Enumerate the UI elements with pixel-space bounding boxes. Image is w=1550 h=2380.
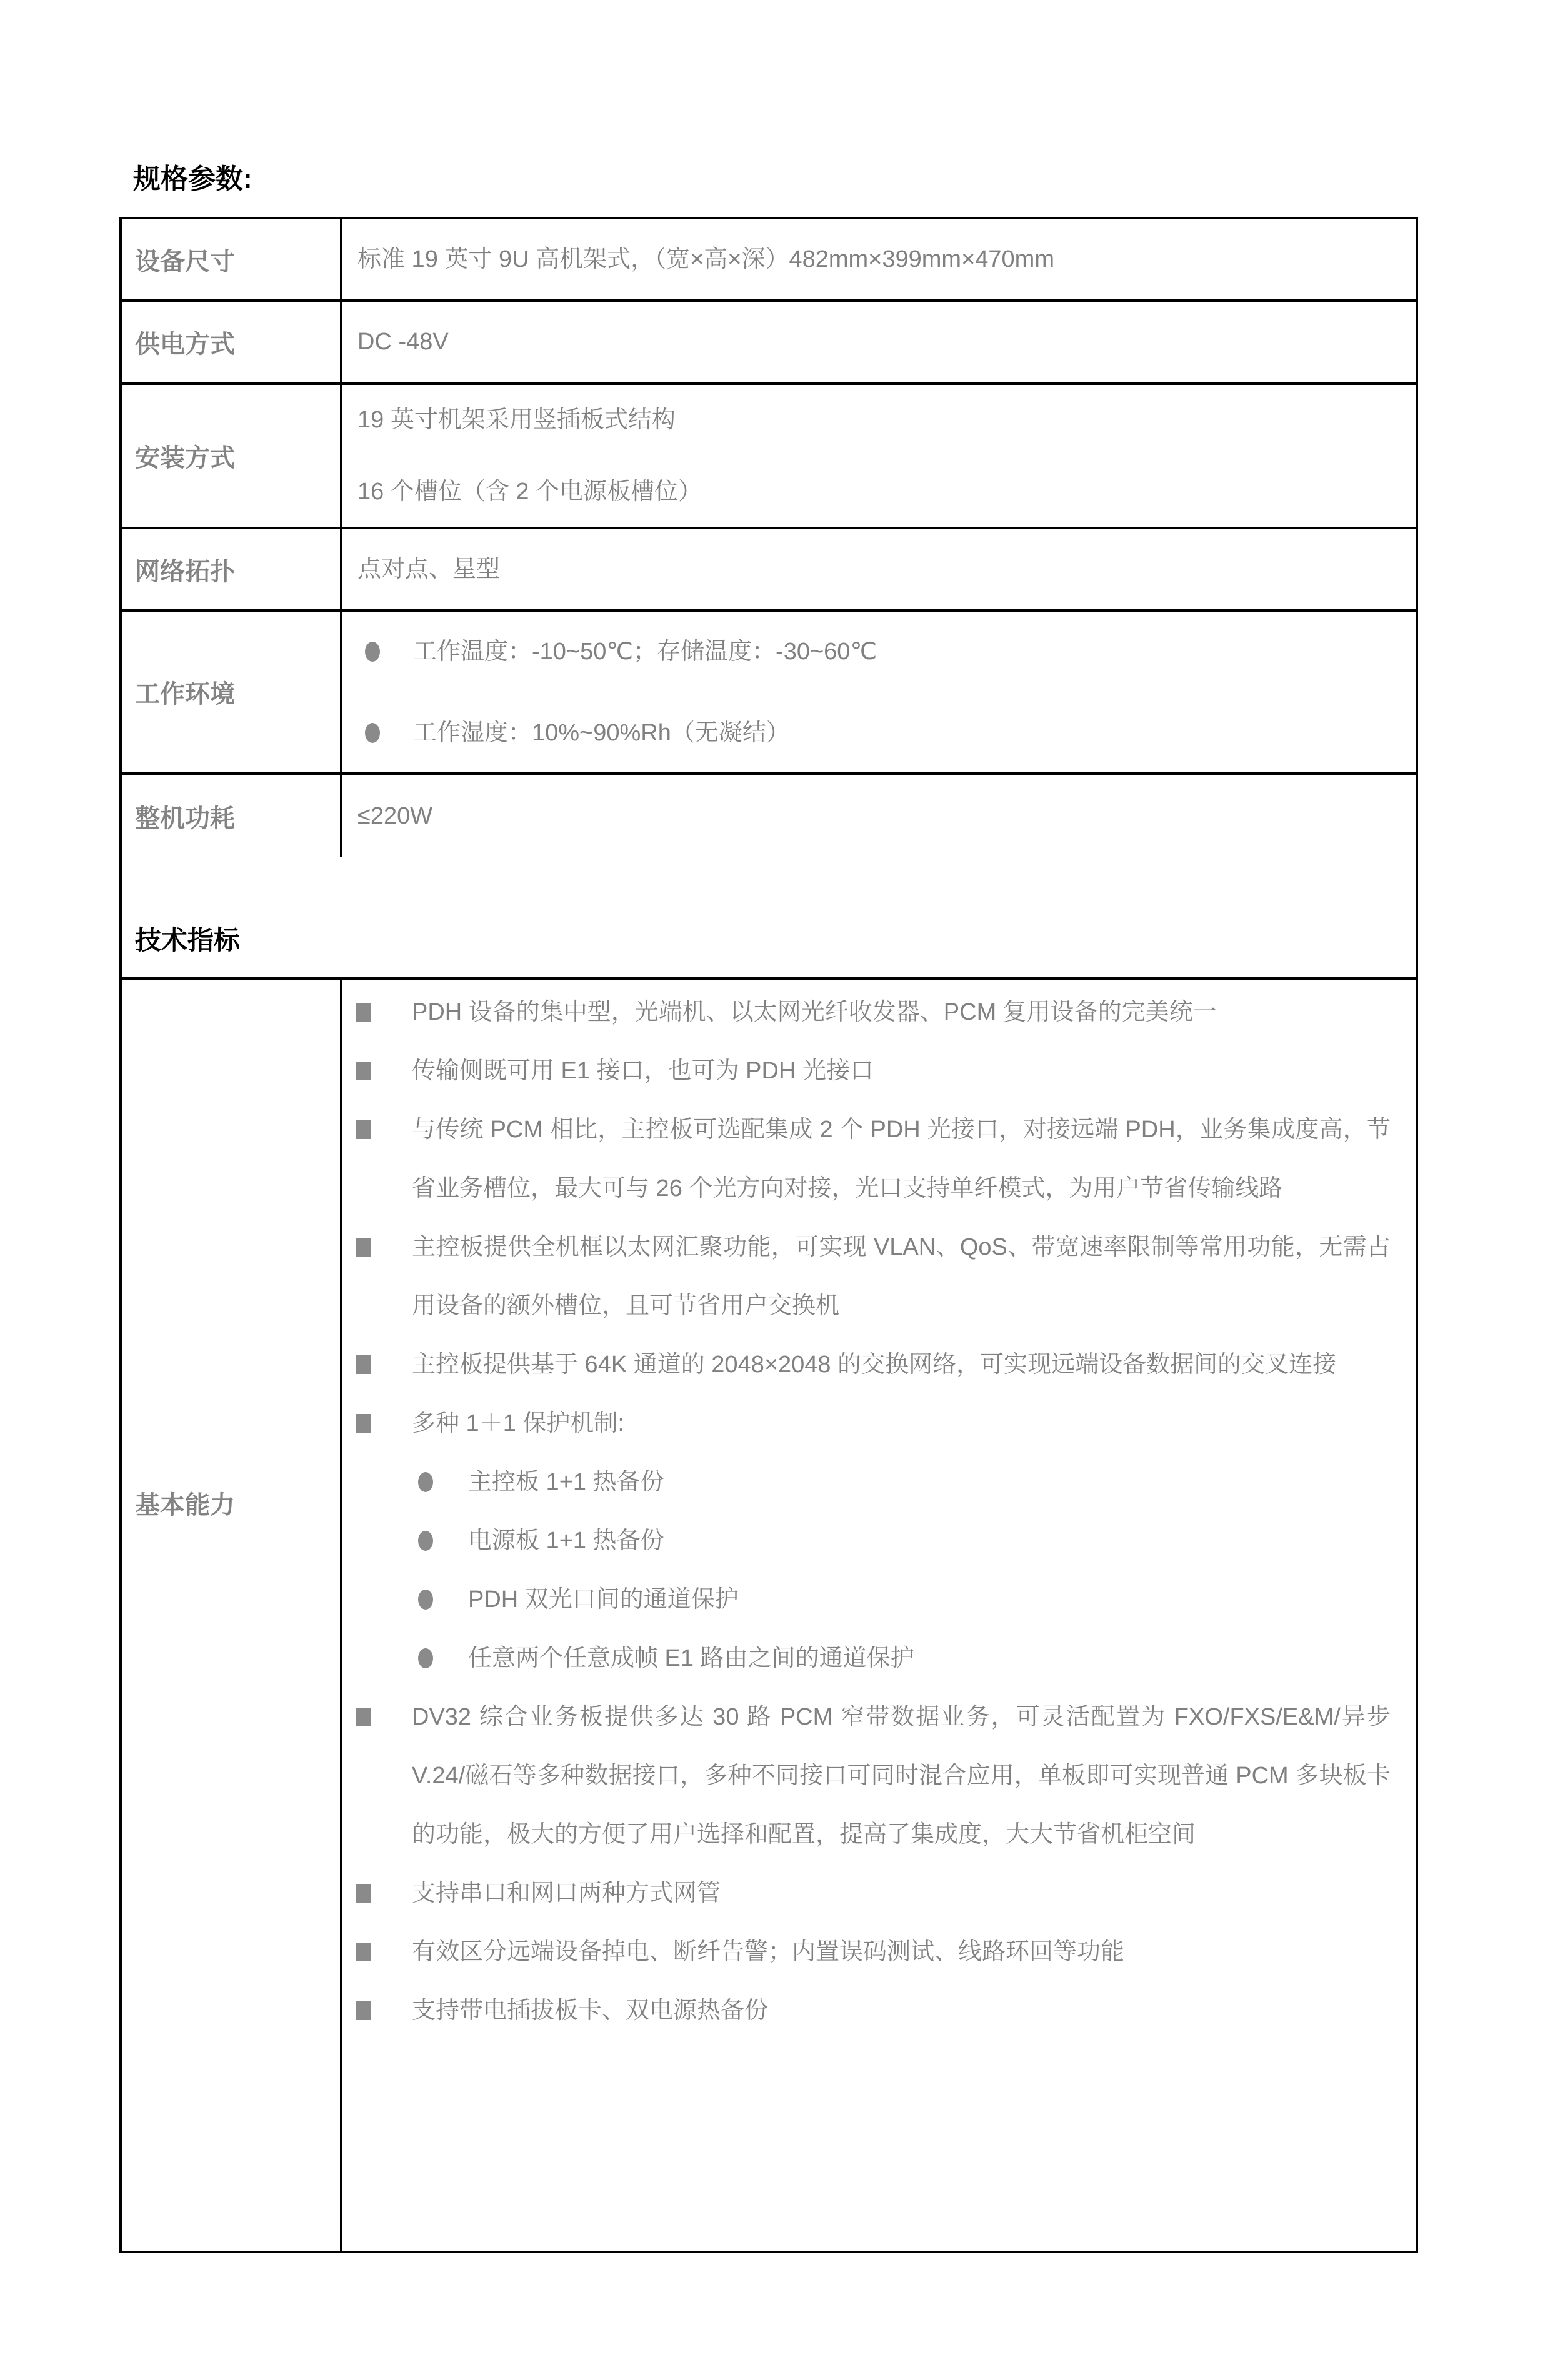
square-bullet-icon xyxy=(356,1414,371,1433)
row-label: 设备尺寸 xyxy=(135,247,235,276)
row-label-cell xyxy=(122,612,342,772)
square-bullet-icon xyxy=(356,2001,371,2020)
spec-table xyxy=(119,217,1418,2253)
capability-content xyxy=(342,980,1416,2251)
bullet-line xyxy=(358,611,1391,692)
row-value-cell xyxy=(342,775,1416,857)
capability-item-text: 主控板提供基于 64K 通道的 2048×2048 的交换网络，可实现远端设备数据间的交叉连接 xyxy=(412,1352,1337,1378)
square-bullet-icon xyxy=(356,1120,371,1139)
round-bullet-icon xyxy=(418,1472,433,1492)
row-value: 标准 19 英寸 9U 高机架式，（宽×高×深）482mm×399mm×470mm xyxy=(358,246,1054,272)
spec-table-rows xyxy=(122,219,1416,857)
row-value-line: 19 英寸机架采用竖插板式结构 xyxy=(358,406,676,433)
round-bullet-icon xyxy=(365,642,380,662)
capability-item xyxy=(356,1218,1391,1335)
capability-item xyxy=(356,1981,1391,2040)
capability-subitem xyxy=(418,1511,1391,1570)
capability-item-text: 传输侧既可用 E1 接口，也可为 PDH 光接口 xyxy=(412,1058,874,1084)
capability-subitem xyxy=(418,1629,1391,1688)
row-label-cell xyxy=(122,219,342,299)
capability-item xyxy=(356,1688,1391,1864)
table-row xyxy=(122,612,1416,775)
row-value: DC -48V xyxy=(358,329,449,355)
table-row xyxy=(122,302,1416,385)
capability-subitem-text: 任意两个任意成帧 E1 路由之间的通道保护 xyxy=(468,1645,914,1671)
capability-item-text: 有效区分远端设备掉电、断纤告警；内置误码测试、线路环回等功能 xyxy=(412,1939,1125,1965)
square-bullet-icon xyxy=(356,1238,371,1257)
capability-item-text: 支持串口和网口两种方式网管 xyxy=(412,1880,721,1906)
row-label: 供电方式 xyxy=(135,331,235,358)
round-bullet-icon xyxy=(418,1531,433,1551)
capability-label: 基本能力 xyxy=(135,1491,235,1519)
row-value-cell xyxy=(342,612,1416,772)
capability-subitem xyxy=(418,1570,1391,1629)
row-value-cell xyxy=(342,529,1416,609)
row-value-cell xyxy=(342,302,1416,382)
row-label-cell xyxy=(122,775,342,857)
capability-item-text: PDH 设备的集中型，光端机、以太网光纤收发器、PCM 复用设备的完美统一 xyxy=(412,999,1217,1025)
row-label-cell xyxy=(122,302,342,382)
capability-item xyxy=(356,1394,1391,1453)
row-value-cell xyxy=(342,385,1416,527)
row-value-line: 16 个槽位（含 2 个电源板槽位） xyxy=(358,478,702,505)
square-bullet-icon xyxy=(356,1708,371,1726)
square-bullet-icon xyxy=(356,1943,371,1961)
page-title: 规格参数: xyxy=(133,164,252,194)
row-label: 网络拓扑 xyxy=(135,557,235,585)
square-bullet-icon xyxy=(356,1003,371,1022)
bullet-text: 工作湿度：10%~90%Rh（无凝结） xyxy=(413,719,790,746)
round-bullet-icon xyxy=(418,1590,433,1610)
bullet-line xyxy=(358,692,1391,774)
row-label: 整机功耗 xyxy=(135,804,235,832)
row-label-cell xyxy=(122,529,342,609)
square-bullet-icon xyxy=(356,1355,371,1374)
capability-item xyxy=(356,1335,1391,1394)
table-row xyxy=(122,529,1416,612)
capability-item xyxy=(356,1923,1391,1981)
row-value: 点对点、星型 xyxy=(358,555,501,582)
table-row xyxy=(122,385,1416,529)
row-label: 安装方式 xyxy=(135,444,235,472)
capability-subitem-text: 电源板 1+1 热备份 xyxy=(468,1528,664,1554)
tech-section-title: 技术指标 xyxy=(135,925,241,955)
bullet-text: 工作温度：-10~50℃；存储温度：-30~60℃ xyxy=(413,638,878,665)
square-bullet-icon xyxy=(356,1884,371,1903)
capability-item-text: 多种 1＋1 保护机制: xyxy=(412,1410,624,1436)
capability-subitem-text: 主控板 1+1 热备份 xyxy=(468,1469,664,1495)
capability-item xyxy=(356,1100,1391,1218)
capability-item-text: DV32 综合业务板提供多达 30 路 PCM 窄带数据业务，可灵活配置为 FXO/FXS/E&M/异步 V.24/磁石等多种数据接口，多种不同接口可同时混合应用，单板即可实现普通 PCM 多块板卡的功能，极大的方便了用户选择和配置，提高了集成度，大大节省机柜空间 xyxy=(412,1704,1391,1848)
capability-item-text: 支持带电插拔板卡、双电源热备份 xyxy=(412,1998,769,2024)
table-row xyxy=(122,219,1416,302)
capability-label-cell xyxy=(122,980,342,2251)
capability-item xyxy=(356,1864,1391,1923)
capability-item xyxy=(356,983,1391,1042)
square-bullet-icon xyxy=(356,1062,371,1080)
capability-subitem-text: PDH 双光口间的通道保护 xyxy=(468,1586,739,1613)
tech-section-row xyxy=(122,857,1416,980)
table-row xyxy=(122,775,1416,857)
capability-item-text: 与传统 PCM 相比，主控板可选配集成 2 个 PDH 光接口，对接远端 PDH，业务集成度高，节省业务槽位，最大可与 26 个光方向对接，光口支持单纤模式，为用户节省传输线路 xyxy=(412,1117,1391,1202)
round-bullet-icon xyxy=(365,723,380,743)
row-label: 工作环境 xyxy=(135,680,235,708)
capability-row xyxy=(122,980,1416,2251)
capability-item xyxy=(356,1042,1391,1100)
row-value-cell xyxy=(342,219,1416,299)
capability-item-text: 主控板提供全机框以太网汇聚功能，可实现 VLAN、QoS、带宽速率限制等常用功能，无需占用设备的额外槽位，且可节省用户交换机 xyxy=(412,1234,1391,1319)
capability-subitem xyxy=(418,1453,1391,1511)
round-bullet-icon xyxy=(418,1648,433,1668)
row-value: ≤220W xyxy=(358,802,433,829)
row-label-cell xyxy=(122,385,342,527)
